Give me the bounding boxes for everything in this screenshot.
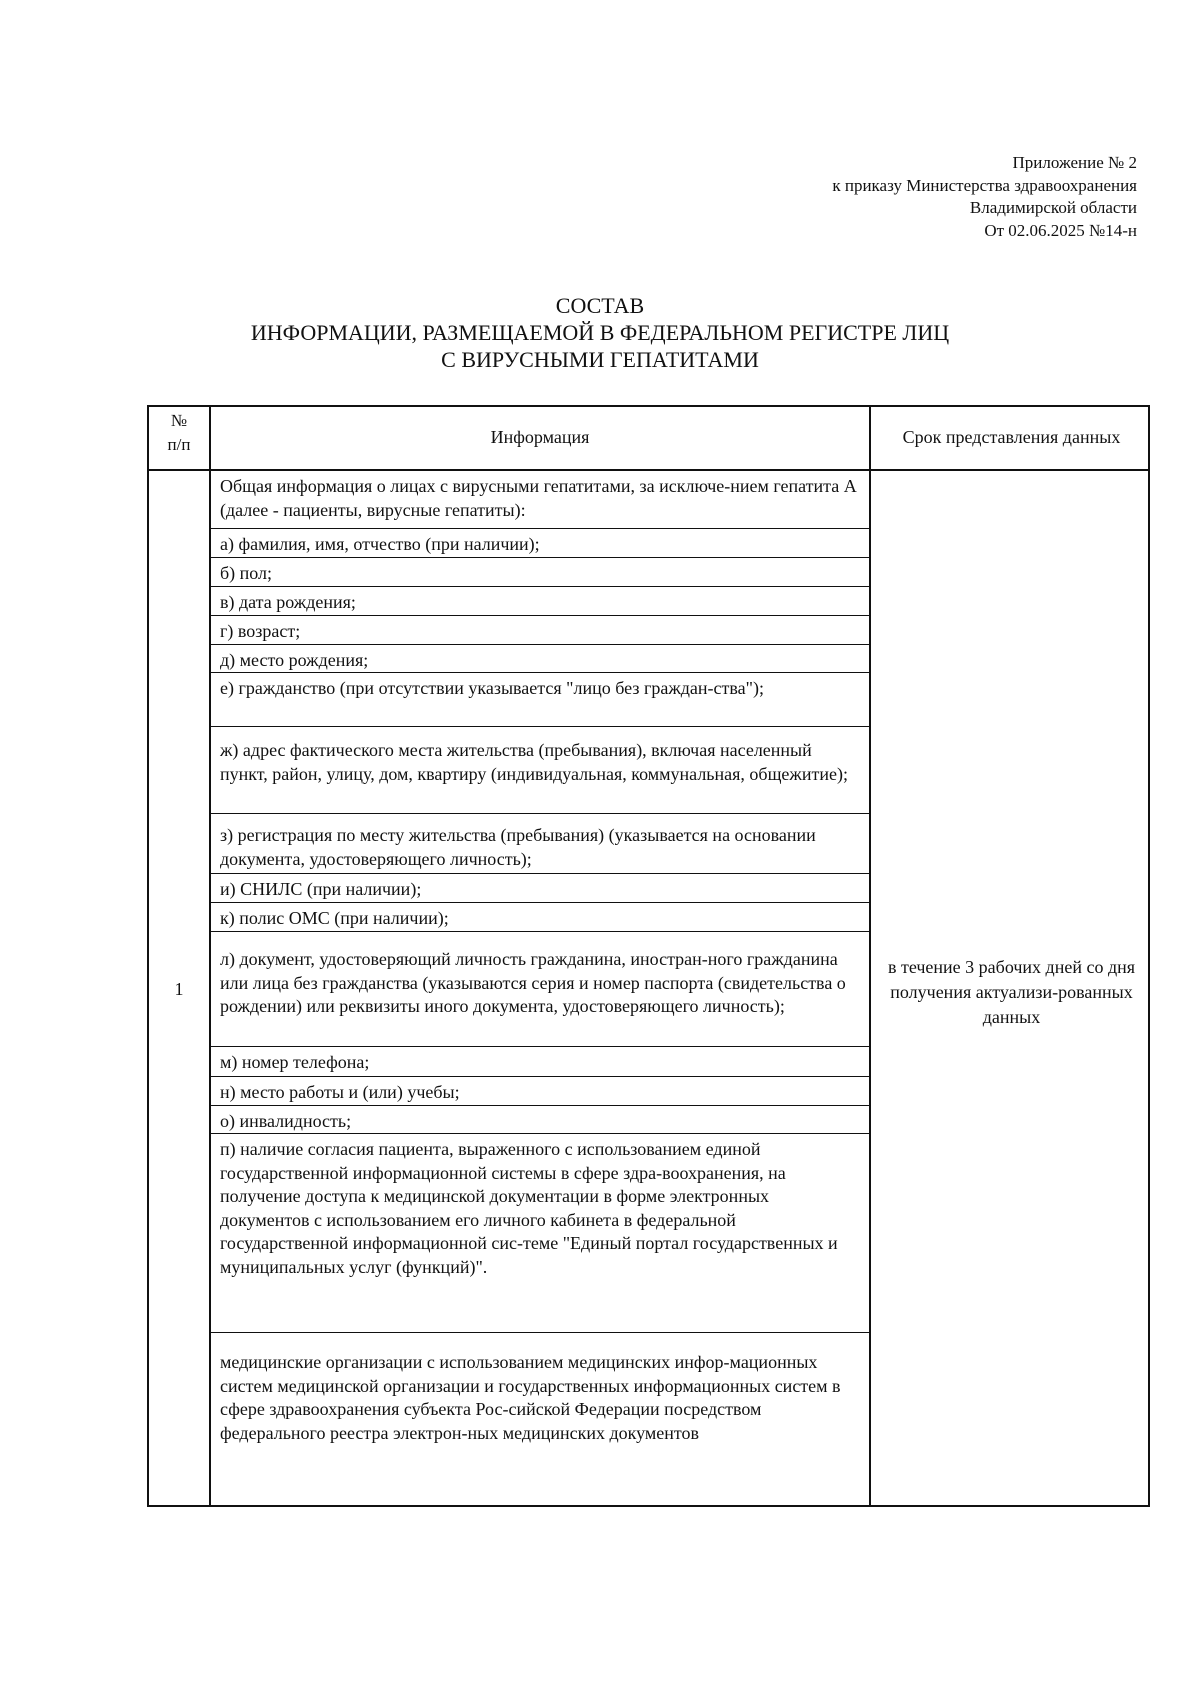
info-item (211, 1047, 869, 1077)
info-item-text: к) полис ОМС (при наличии); (220, 908, 449, 928)
info-table (147, 405, 1150, 1507)
info-item-text: о) инвалидность; (220, 1111, 352, 1131)
info-item (211, 616, 869, 645)
info-item (211, 587, 869, 616)
info-item-text: л) документ, удостоверяющий личность гражданина, иностран-ного гражданина или лица без гражданства (указываются серия и номер паспорта (свидетельства о рождении) или реквизиты иного документа, удостоверяющего личность); (220, 949, 846, 1016)
info-item-text: медицинские организации с использованием медицинских инфор-мационных систем медицинской организации и государственных информационных систем в сфере здравоохранения субъекта Рос-сийской Федерации посредством федерального реестра электрон-ных медицинских документов (220, 1352, 841, 1443)
info-item (211, 932, 869, 1047)
annex-line: От 02.06.2025 №14-н (984, 220, 1137, 240)
annex-block (832, 152, 1137, 242)
info-item-text: а) фамилия, имя, отчество (при наличии); (220, 534, 540, 554)
info-item (211, 558, 869, 587)
info-item-text: в) дата рождения; (220, 592, 356, 612)
info-item-text: г) возраст; (220, 621, 301, 641)
row-number: 1 (174, 979, 184, 999)
info-item (211, 874, 869, 903)
header-number-line: № (170, 411, 188, 430)
header-number-line: п/п (167, 435, 191, 454)
header-info: Информация (490, 427, 590, 447)
info-item-text: Общая информация о лицах с вирусными гепатитами, за исключе-нием гепатита А (далее - пациенты, вирусные гепатиты): (220, 476, 857, 520)
annex-line: к приказу Министерства здравоохранения (832, 175, 1137, 195)
annex-line: Приложение № 2 (1012, 153, 1137, 172)
info-item-text: е) гражданство (при отсутствии указывается "лицо без граждан-ства"); (220, 678, 764, 698)
title-line: СОСТАВ (555, 293, 645, 318)
info-item (211, 1106, 869, 1134)
info-item (211, 814, 869, 874)
info-item-text: б) пол; (220, 563, 273, 583)
info-item (211, 903, 869, 932)
term-cell: в течение 3 рабочих дней со дня получения актуализи-рованных данных (887, 957, 1136, 1027)
info-item (211, 1134, 869, 1333)
title-line: ИНФОРМАЦИИ, РАЗМЕЩАЕМОЙ В ФЕДЕРАЛЬНОМ РЕГИСТРЕ ЛИЦ (250, 320, 950, 345)
info-item (211, 673, 869, 727)
title-line: С ВИРУСНЫМИ ГЕПАТИТАМИ (441, 347, 759, 372)
info-item-text: и) СНИЛС (при наличии); (220, 879, 422, 899)
info-item (211, 645, 869, 673)
header-number (149, 409, 209, 457)
info-item-text: д) место рождения; (220, 650, 369, 670)
annex-line: Владимирской области (969, 198, 1137, 217)
info-item (211, 529, 869, 558)
info-item-text: н) место работы и (или) учебы; (220, 1082, 460, 1102)
info-item-text: ж) адрес фактического места жительства (пребывания), включая населенный пункт, район, улицу, дом, квартиру (индивидуальная, коммунальная, общежитие); (220, 740, 848, 784)
document-title (0, 292, 1200, 373)
info-item-text: з) регистрация по месту жительства (пребывания) (указывается на основании документа, удостоверяющего личность); (220, 825, 816, 869)
header-term: Срок представления данных (902, 427, 1121, 447)
info-item (211, 471, 869, 529)
info-item-text: п) наличие согласия пациента, выраженного с использованием единой государственной информационной системы в сфере здра-воохранения, на получение доступа к медицинской документации в форме электронных документов с использованием его личного кабинета в федеральной государственной информационной сис-теме "Единый портал государственных и муниципальных услуг (функций)". (220, 1139, 838, 1277)
info-item-text: м) номер телефона; (220, 1052, 370, 1072)
info-item (211, 1333, 869, 1505)
info-item (211, 1077, 869, 1106)
info-item (211, 727, 869, 814)
